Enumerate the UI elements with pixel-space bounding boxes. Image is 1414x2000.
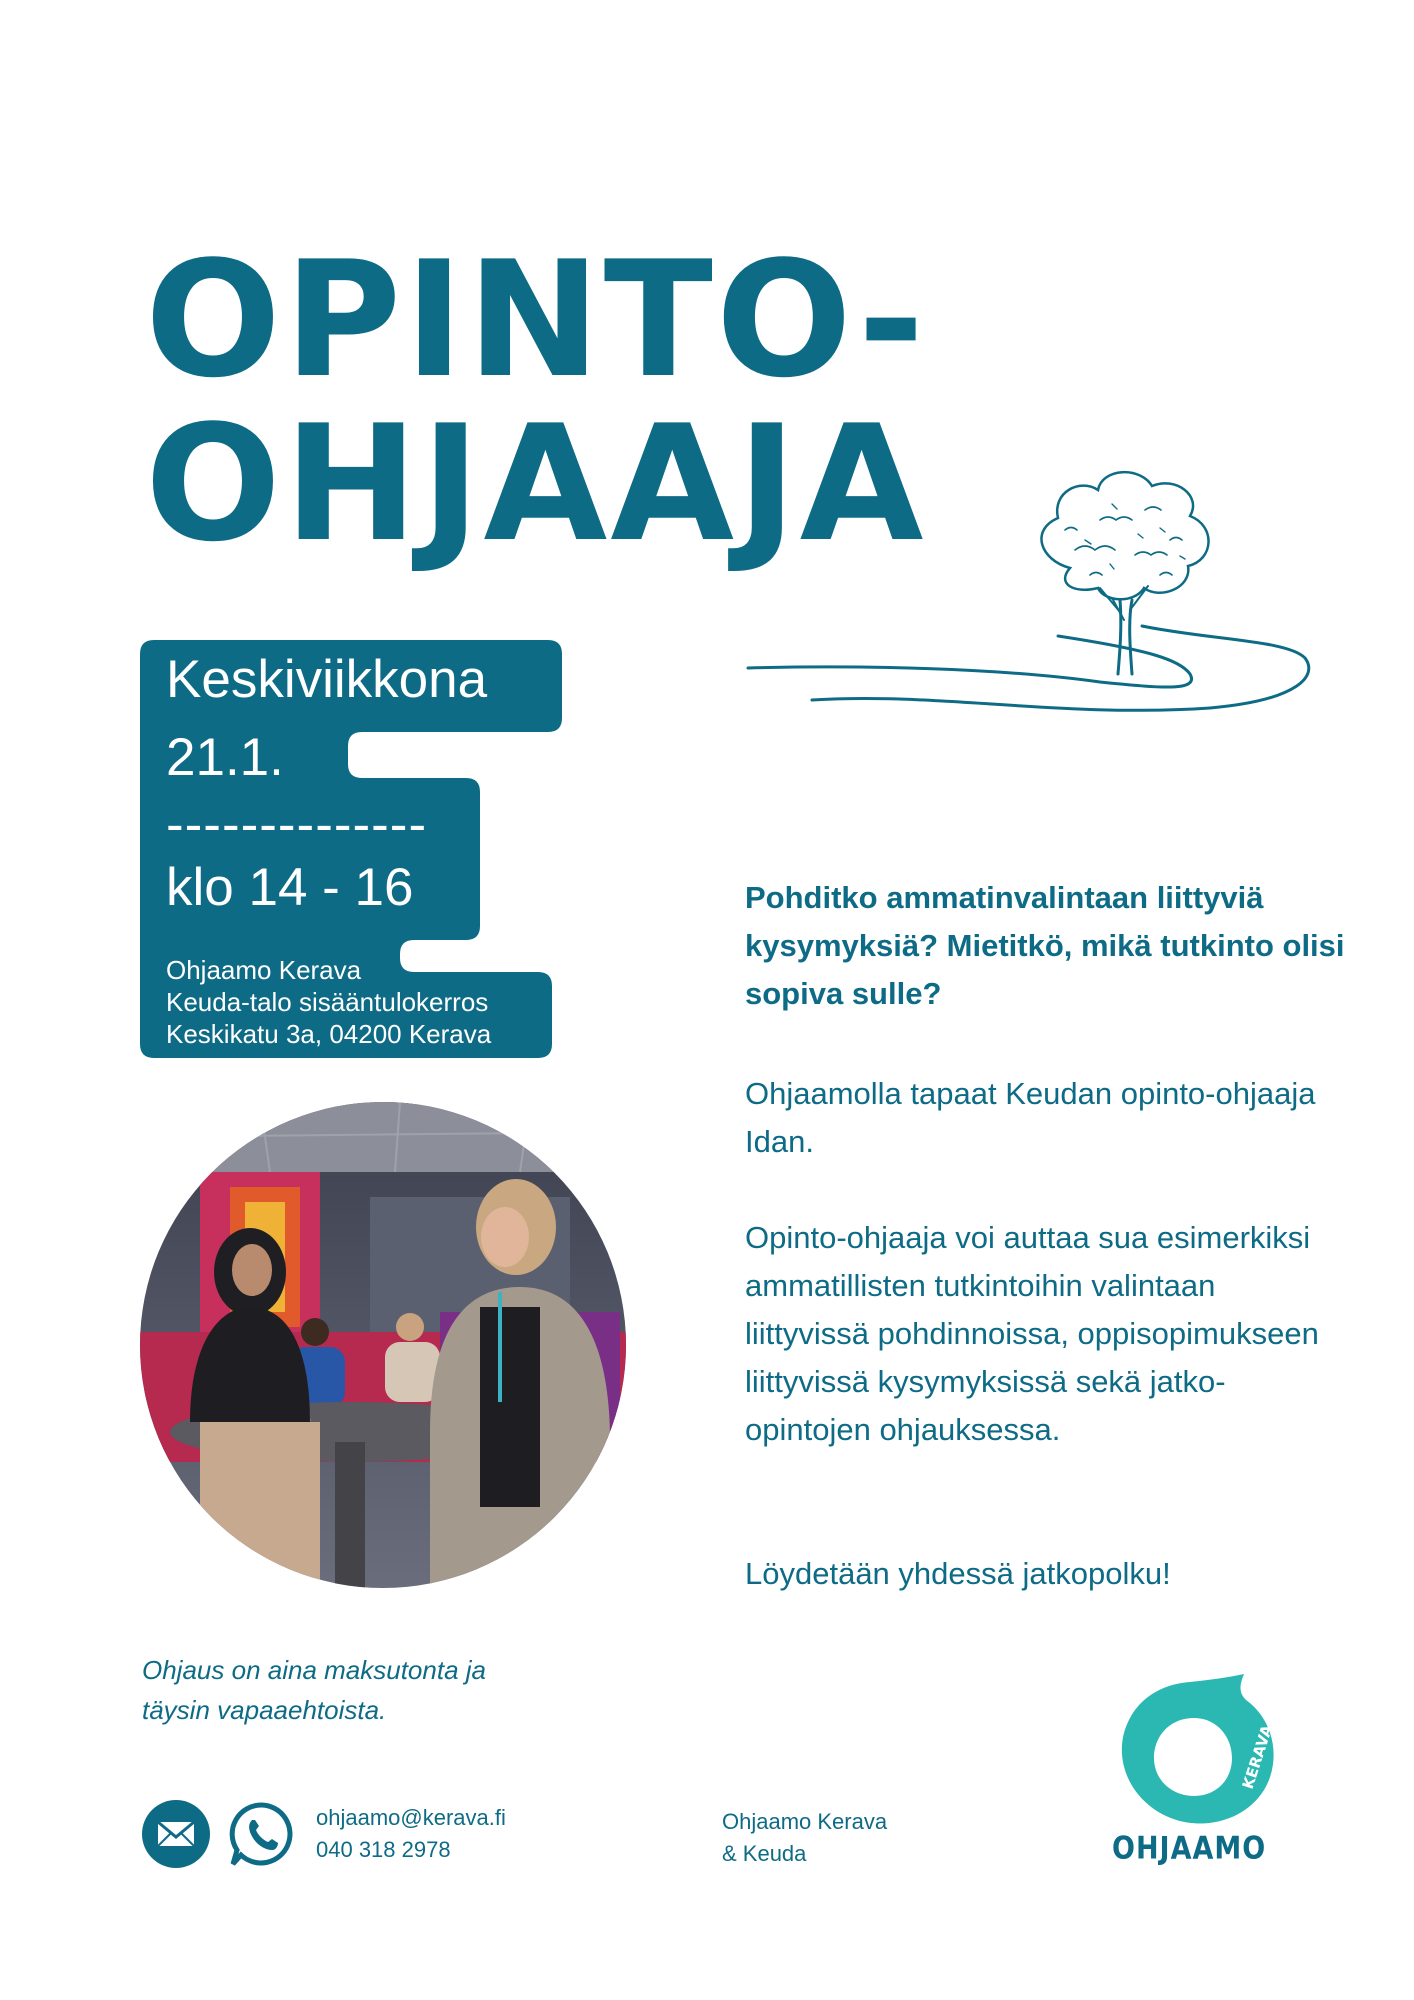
counseling-photo — [140, 1102, 626, 1588]
body-closing: Löydetään yhdessä jatkopolku! — [745, 1556, 1171, 1591]
logo-ring-text: KERAVA — [1238, 1722, 1277, 1792]
title-line-1: OPINTO- — [145, 226, 928, 413]
free-note-line-1: Ohjaus on aina maksutonta ja — [142, 1655, 486, 1685]
free-note-line-2: täysin vapaaehtoista. — [142, 1695, 387, 1725]
contact-details — [316, 1802, 506, 1866]
ohjaamo-logo-mark — [1104, 1670, 1284, 1830]
event-place-address: Keskikatu 3a, 04200 Kerava — [166, 1019, 492, 1049]
body-paragraph-1: Ohjaamolla tapaat Keudan opinto-ohjaaja Idan. — [745, 1076, 1316, 1159]
contact-phone[interactable]: 040 318 2978 — [316, 1837, 451, 1862]
intro-question: Pohditko ammatinvalintaan liittyviä kysymyksiä? Mietitkö, mikä tutkinto olisi sopiva sulle? — [745, 880, 1345, 1011]
event-time: klo 14 - 16 — [166, 858, 414, 917]
organizers — [722, 1806, 887, 1870]
event-date: 21.1. — [166, 728, 284, 787]
event-place-name: Ohjaamo Kerava — [166, 955, 362, 985]
whatsapp-icon[interactable] — [228, 1800, 296, 1868]
event-day: Keskiviikkona — [166, 650, 488, 709]
title-line-2: OHJAAJA — [145, 390, 927, 577]
event-separator: -------------- — [166, 795, 428, 854]
event-place-floor: Keuda-talo sisääntulokerros — [166, 987, 489, 1017]
envelope-icon[interactable] — [142, 1800, 210, 1868]
body-paragraph-2: Opinto-ohjaaja voi auttaa sua esimerkiksi ammatillisten tutkintoihin valintaan liittyvissä pohdinnoissa, oppisopimukseen liittyvissä kysymyksissä sekä jatko-opintojen ohjauksessa. — [745, 1220, 1319, 1447]
free-service-note — [142, 1650, 486, 1730]
ohjaamo-wordmark: OHJAAMO — [1112, 1830, 1267, 1867]
tree-illustration — [740, 460, 1340, 750]
contact-email[interactable]: ohjaamo@kerava.fi — [316, 1805, 506, 1830]
organizer-line-2: & Keuda — [722, 1841, 807, 1866]
organizer-line-1: Ohjaamo Kerava — [722, 1809, 888, 1834]
